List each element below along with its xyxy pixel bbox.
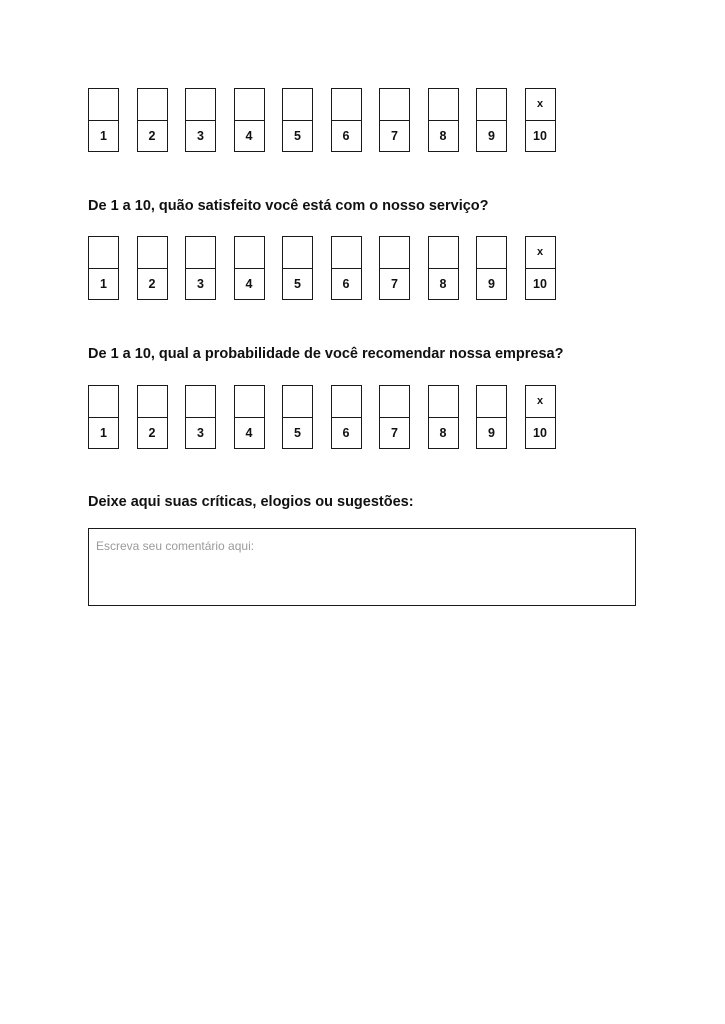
rating-number: 5	[294, 426, 301, 440]
rating-checkbox[interactable]	[332, 89, 361, 121]
rating-number: 8	[439, 277, 447, 291]
rating-option-8[interactable]	[428, 88, 459, 152]
rating-option-10[interactable]	[525, 88, 556, 152]
rating-number: 1	[100, 426, 107, 440]
rating-row-1	[88, 88, 558, 155]
rating-number: 3	[197, 277, 204, 291]
rating-number: 2	[148, 277, 156, 291]
rating-checkbox[interactable]	[380, 89, 409, 121]
rating-checkbox[interactable]	[380, 386, 409, 418]
question-satisfaction: De 1 a 10, quão satisfeito você está com o nosso serviço?	[88, 198, 489, 214]
rating-option-7[interactable]	[379, 88, 410, 152]
rating-option-3[interactable]	[185, 88, 216, 152]
rating-option-5[interactable]	[282, 385, 313, 449]
rating-checkbox[interactable]	[283, 386, 312, 418]
rating-checkbox[interactable]	[380, 237, 409, 269]
rating-number: 2	[148, 426, 156, 440]
rating-checkbox[interactable]	[429, 386, 458, 418]
rating-option-8[interactable]	[428, 236, 459, 300]
rating-option-7[interactable]	[379, 385, 410, 449]
rating-number: 5	[294, 277, 301, 291]
rating-checkbox[interactable]	[89, 237, 118, 269]
rating-number: 9	[488, 129, 495, 143]
rating-checkbox[interactable]	[186, 89, 215, 121]
comment-box	[88, 528, 636, 606]
rating-number: 5	[294, 129, 301, 143]
rating-option-3[interactable]	[185, 385, 216, 449]
comment-textarea[interactable]	[89, 529, 635, 605]
rating-checkbox[interactable]	[429, 237, 458, 269]
rating-checkbox[interactable]	[429, 89, 458, 121]
rating-checkbox[interactable]	[332, 386, 361, 418]
rating-number: 3	[197, 129, 204, 143]
rating-number: 1	[100, 129, 107, 143]
rating-option-10[interactable]	[525, 236, 556, 300]
rating-number: 10	[533, 426, 547, 440]
rating-number: 6	[342, 277, 350, 291]
comments-label: Deixe aqui suas críticas, elogios ou sugestões:	[88, 494, 414, 510]
rating-option-2[interactable]	[137, 88, 168, 152]
rating-option-8[interactable]	[428, 385, 459, 449]
rating-option-1[interactable]	[88, 385, 119, 449]
rating-checkbox[interactable]	[138, 237, 167, 269]
rating-checkbox[interactable]	[138, 386, 167, 418]
rating-checkbox[interactable]	[477, 89, 506, 121]
rating-checkbox[interactable]	[283, 237, 312, 269]
rating-checkbox[interactable]	[186, 386, 215, 418]
rating-number: 8	[439, 426, 447, 440]
rating-number: 6	[342, 426, 350, 440]
rating-option-2[interactable]	[137, 236, 168, 300]
rating-checkbox[interactable]	[235, 89, 264, 121]
rating-number: 4	[245, 426, 253, 440]
rating-option-7[interactable]	[379, 236, 410, 300]
rating-option-2[interactable]	[137, 385, 168, 449]
rating-checkbox[interactable]: x	[526, 237, 555, 269]
rating-option-9[interactable]	[476, 385, 507, 449]
rating-row-satisfaction	[88, 236, 558, 303]
rating-number: 9	[488, 277, 495, 291]
rating-checkbox[interactable]	[283, 89, 312, 121]
rating-number: 7	[391, 129, 398, 143]
rating-number: 6	[342, 129, 350, 143]
rating-option-1[interactable]	[88, 236, 119, 300]
rating-checkbox[interactable]	[89, 89, 118, 121]
rating-option-6[interactable]	[331, 88, 362, 152]
rating-checkbox[interactable]	[186, 237, 215, 269]
rating-number: 3	[197, 426, 204, 440]
rating-checkbox[interactable]	[477, 237, 506, 269]
rating-option-9[interactable]	[476, 88, 507, 152]
rating-option-5[interactable]	[282, 88, 313, 152]
rating-checkbox[interactable]	[235, 237, 264, 269]
rating-option-4[interactable]	[234, 385, 265, 449]
rating-option-4[interactable]	[234, 88, 265, 152]
rating-option-5[interactable]	[282, 236, 313, 300]
rating-checkbox[interactable]	[235, 386, 264, 418]
rating-checkbox[interactable]: x	[526, 386, 555, 418]
rating-number: 7	[391, 426, 398, 440]
rating-number: 10	[533, 277, 547, 291]
question-recommendation: De 1 a 10, qual a probabilidade de você recomendar nossa empresa?	[88, 346, 564, 362]
rating-checkbox[interactable]	[332, 237, 361, 269]
rating-checkbox[interactable]: x	[526, 89, 555, 121]
rating-option-10[interactable]	[525, 385, 556, 449]
rating-row-recommendation	[88, 385, 558, 452]
rating-number: 2	[148, 129, 156, 143]
rating-number: 1	[100, 277, 107, 291]
rating-option-4[interactable]	[234, 236, 265, 300]
rating-number: 4	[245, 129, 253, 143]
rating-option-6[interactable]	[331, 385, 362, 449]
rating-checkbox[interactable]	[477, 386, 506, 418]
rating-option-3[interactable]	[185, 236, 216, 300]
rating-option-6[interactable]	[331, 236, 362, 300]
rating-number: 9	[488, 426, 495, 440]
rating-option-1[interactable]	[88, 88, 119, 152]
rating-checkbox[interactable]	[138, 89, 167, 121]
rating-number: 8	[439, 129, 447, 143]
rating-number: 10	[533, 129, 547, 143]
rating-number: 7	[391, 277, 398, 291]
rating-checkbox[interactable]	[89, 386, 118, 418]
rating-option-9[interactable]	[476, 236, 507, 300]
rating-number: 4	[245, 277, 253, 291]
